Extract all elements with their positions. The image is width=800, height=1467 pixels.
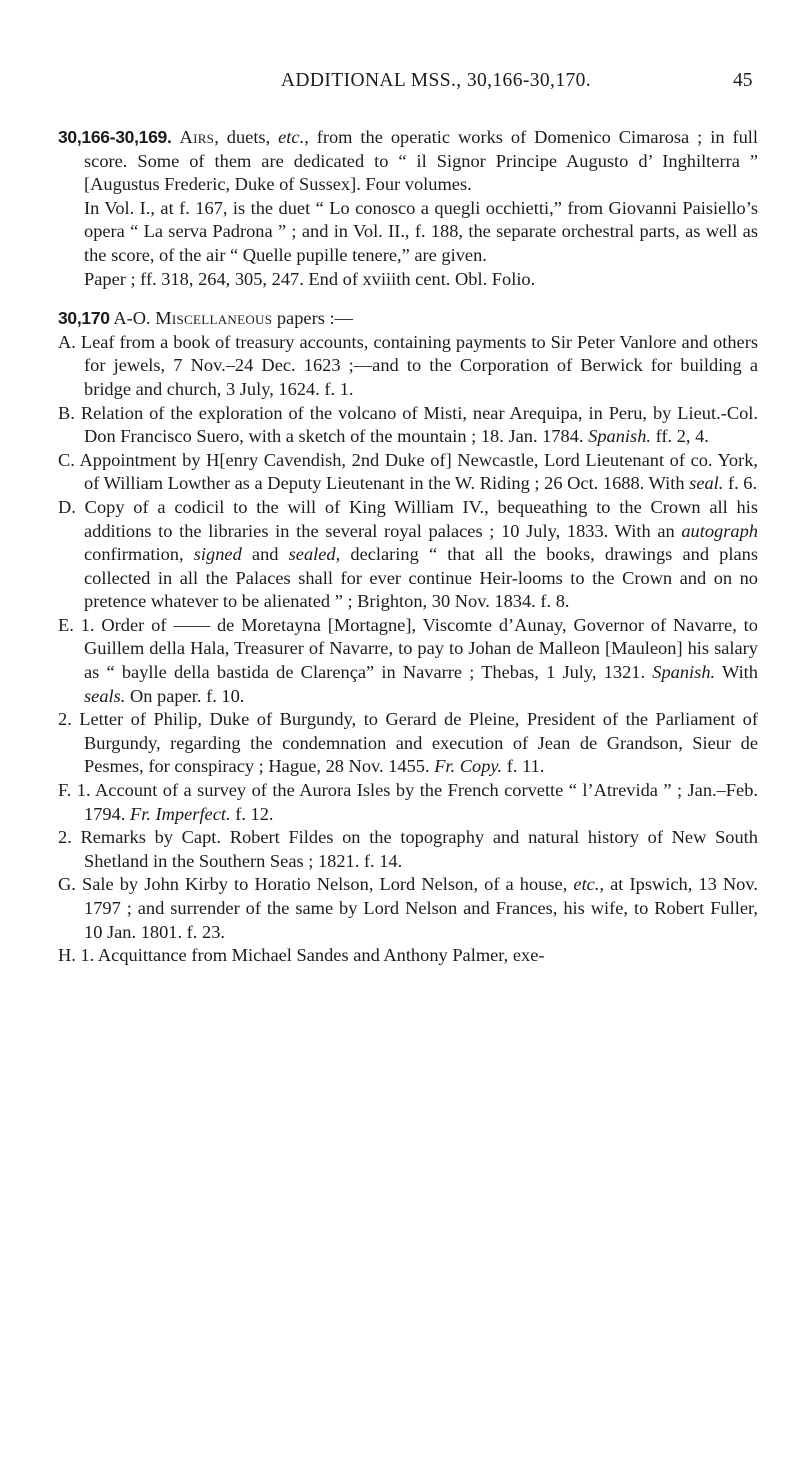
entry-lead-word: Airs	[179, 127, 215, 147]
entry-range: A-O.	[113, 308, 151, 329]
item-list	[58, 331, 758, 968]
item-letter: E. 1.	[58, 614, 95, 635]
list-item: G. Sale by John Kirby to Horatio Nelson, Lord Nelson, of a house, etc., at Ipswich, 13 Nov. 1797 ; and surrender of the same by Lord Nelson and Frances, his wife, to Robert Fuller, 10 Jan. 1801. f. 23.	[58, 874, 758, 942]
entry-30166-30169: 30,166-30,169. Airs, duets, etc., from the operatic works of Domenico Cimarosa ; in full score. Some of them are dedicated to “ il Signor Principe Augusto d’ Inghilterra ” [Augustus Frederic, Duke of Sussex]. Four volumes. In Vol. I., at f. 167, is the duet “ Lo conosco a quegli occhietti,” from Giovanni Paisiello’s opera “ La serva Padrona ” ; and in Vol. II., f. 188, the separate orchestral parts, as well as the score, of the air “ Quelle pupille tenere,” are given. Paper ; ff. 318, 264, 305, 247. End of xviiith cent. Obl. Folio.	[58, 127, 758, 289]
item-letter: C.	[58, 449, 75, 470]
entry-number: 30,170	[58, 308, 110, 329]
list-item: C. Appointment by H[enry Cavendish, 2nd Duke of] Newcastle, Lord Lieutenant of co. York, of William Lowther as a Deputy Lieutenant in the W. Riding ; 26 Oct. 1688. With seal. f. 6.	[58, 449, 758, 494]
list-item: A. Leaf from a book of treasury accounts, containing payments to Sir Peter Vanlore and others for jewels, 7 Nov.–24 Dec. 1623 ;—and to the Corporation of Berwick for building a bridge and church, 3 July, 1624. f. 1.	[58, 331, 758, 399]
entry-30170: 30,170 A-O. Miscellaneous papers :—	[58, 308, 353, 329]
entry-number: 30,166-30,169.	[58, 127, 172, 147]
list-item: 2. Letter of Philip, Duke of Burgundy, to Gerard de Pleine, President of the Parliament of Burgundy, regarding the condemnation and execution of Jean de Grandson, Sieur de Pesmes, for conspiracy ; Hague, 28 Nov. 1455. Fr. Copy. f. 11.	[58, 709, 758, 777]
list-item: E. 1. Order of —— de Moretayna [Mortagne], Viscomte d’Aunay, Governor of Navarre, to Guillem della Hala, Treasurer of Navarre, to pay to Johan de Malleon [Mauleon] his salary as “ baylle della bastida de Clarença” in Navarre ; Thebas, 1 July, 1321. Spanish. With seals. On paper. f. 10.	[58, 614, 758, 706]
item-letter: B.	[58, 402, 75, 423]
page-number: 45	[733, 70, 753, 91]
item-letter: 2.	[58, 827, 72, 848]
list-item: H. 1. Acquittance from Michael Sandes and Anthony Palmer, exe-	[58, 945, 545, 966]
running-head: ADDITIONAL MSS., 30,166-30,170.	[280, 70, 592, 91]
item-letter: G.	[58, 874, 76, 895]
list-item: F. 1. Account of a survey of the Aurora Isles by the French corvette “ l’Atrevida ” ; Jan.–Feb. 1794. Fr. Imperfect. f. 12.	[58, 780, 758, 824]
item-letter: 2.	[58, 709, 72, 730]
list-item: D. Copy of a codicil to the will of King William IV., bequeathing to the Crown all his additions to the libraries in the several royal palaces ; 10 July, 1833. With an autograph confirmation, signed and sealed, declaring “ that all the books, drawings and plans collected in all the Palaces shall for ever continue Heir-looms to the Crown and on no pretence whatever to be alienated ” ; Brighton, 30 Nov. 1834. f. 8.	[58, 496, 758, 612]
list-item: B. Relation of the exploration of the volcano of Misti, near Arequipa, in Peru, by Lieut.-Col. Don Francisco Suero, with a sketch of the mountain ; 18. Jan. 1784. Spanish. ff. 2, 4.	[58, 402, 758, 447]
entry-note: In Vol. I., at f. 167, is the duet “ Lo conosco a quegli occhietti,” from Giovanni Paisiello’s opera “ La serva Padrona ” ; and in Vol. II., f. 188, the separate orchestral parts, as well as the score, of the air “ Quelle pupille tenere,” are given.	[84, 197, 758, 265]
item-letter: D.	[58, 496, 76, 517]
entry-physical-description: Paper ; ff. 318, 264, 305, 247. End of xviiith cent. Obl. Folio.	[84, 268, 536, 289]
list-item: 2. Remarks by Capt. Robert Fildes on the topography and natural history of New South Shetland in the Southern Seas ; 1821. f. 14.	[58, 827, 758, 871]
entry-lead-word: Miscellaneous	[155, 308, 273, 329]
catalogue-body	[58, 126, 758, 968]
item-letter: F. 1.	[58, 780, 91, 801]
item-letter: H. 1.	[58, 945, 95, 966]
item-letter: A.	[58, 331, 76, 352]
